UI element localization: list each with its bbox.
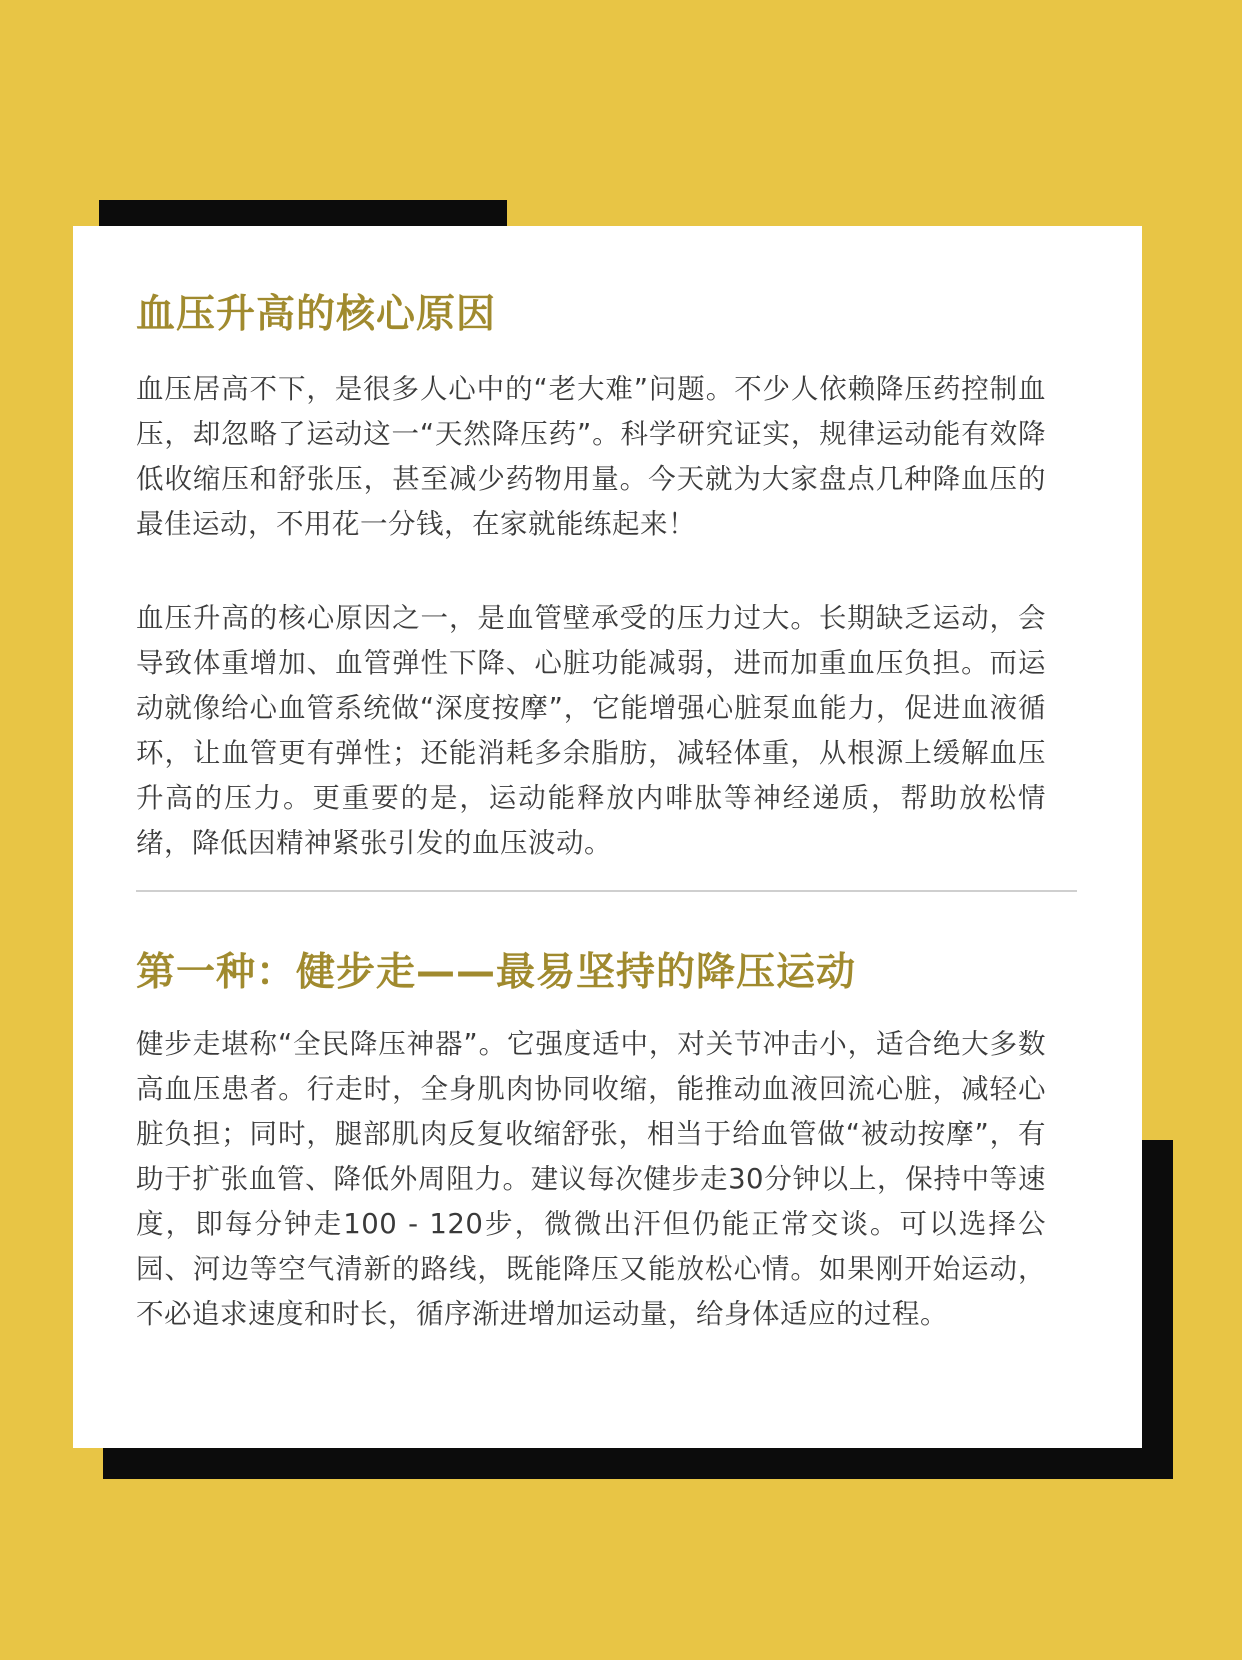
section-2-title: 第一种：健步走——最易坚持的降压运动 xyxy=(136,950,857,995)
section-1-paragraph-1: 血压居高不下，是很多人心中的“老大难”问题。不少人依赖降压药控制血压，却忽略了运动这一“天然降压药”。科学研究证实，规律运动能有效降低收缩压和舒张压，甚至减少药物用量。今天就为大家盘点几种降血压的最佳运动，不用花一分钱，在家就能练起来！ xyxy=(136,373,1046,540)
section-1-title: 血压升高的核心原因 xyxy=(136,292,497,337)
decorative-shadow-top xyxy=(99,200,507,226)
section-1-paragraph-2: 血压升高的核心原因之一，是血管壁承受的压力过大。长期缺乏运动，会导致体重增加、血管弹性下降、心脏功能减弱，进而加重血压负担。而运动就像给心血管系统做“深度按摩”，它能增强心脏泵血能力，促进血液循环，让血管更有弹性；还能消耗多余脂肪，减轻体重，从根源上缓解血压升高的压力。更重要的是，运动能释放内啡肽等神经递质，帮助放松情绪，降低因精神紧张引发的血压波动。 xyxy=(136,602,1046,859)
decorative-shadow-right xyxy=(1142,1140,1173,1479)
section-divider xyxy=(136,890,1077,892)
decorative-shadow-bottom xyxy=(103,1448,1173,1479)
article-card xyxy=(73,226,1142,1448)
section-2-paragraph: 健步走堪称“全民降压神器”。它强度适中，对关节冲击小，适合绝大多数高血压患者。行走时，全身肌肉协同收缩，能推动血液回流心脏，减轻心脏负担；同时，腿部肌肉反复收缩舒张，相当于给血管做“被动按摩”，有助于扩张血管、降低外周阻力。建议每次健步走30分钟以上，保持中等速度，即每分钟走100 - 120步，微微出汗但仍能正常交谈。可以选择公园、河边等空气清新的路线，既能降压又能放松心情。如果刚开始运动，不必追求速度和时长，循序渐进增加运动量，给身体适应的过程。 xyxy=(136,1028,1046,1330)
